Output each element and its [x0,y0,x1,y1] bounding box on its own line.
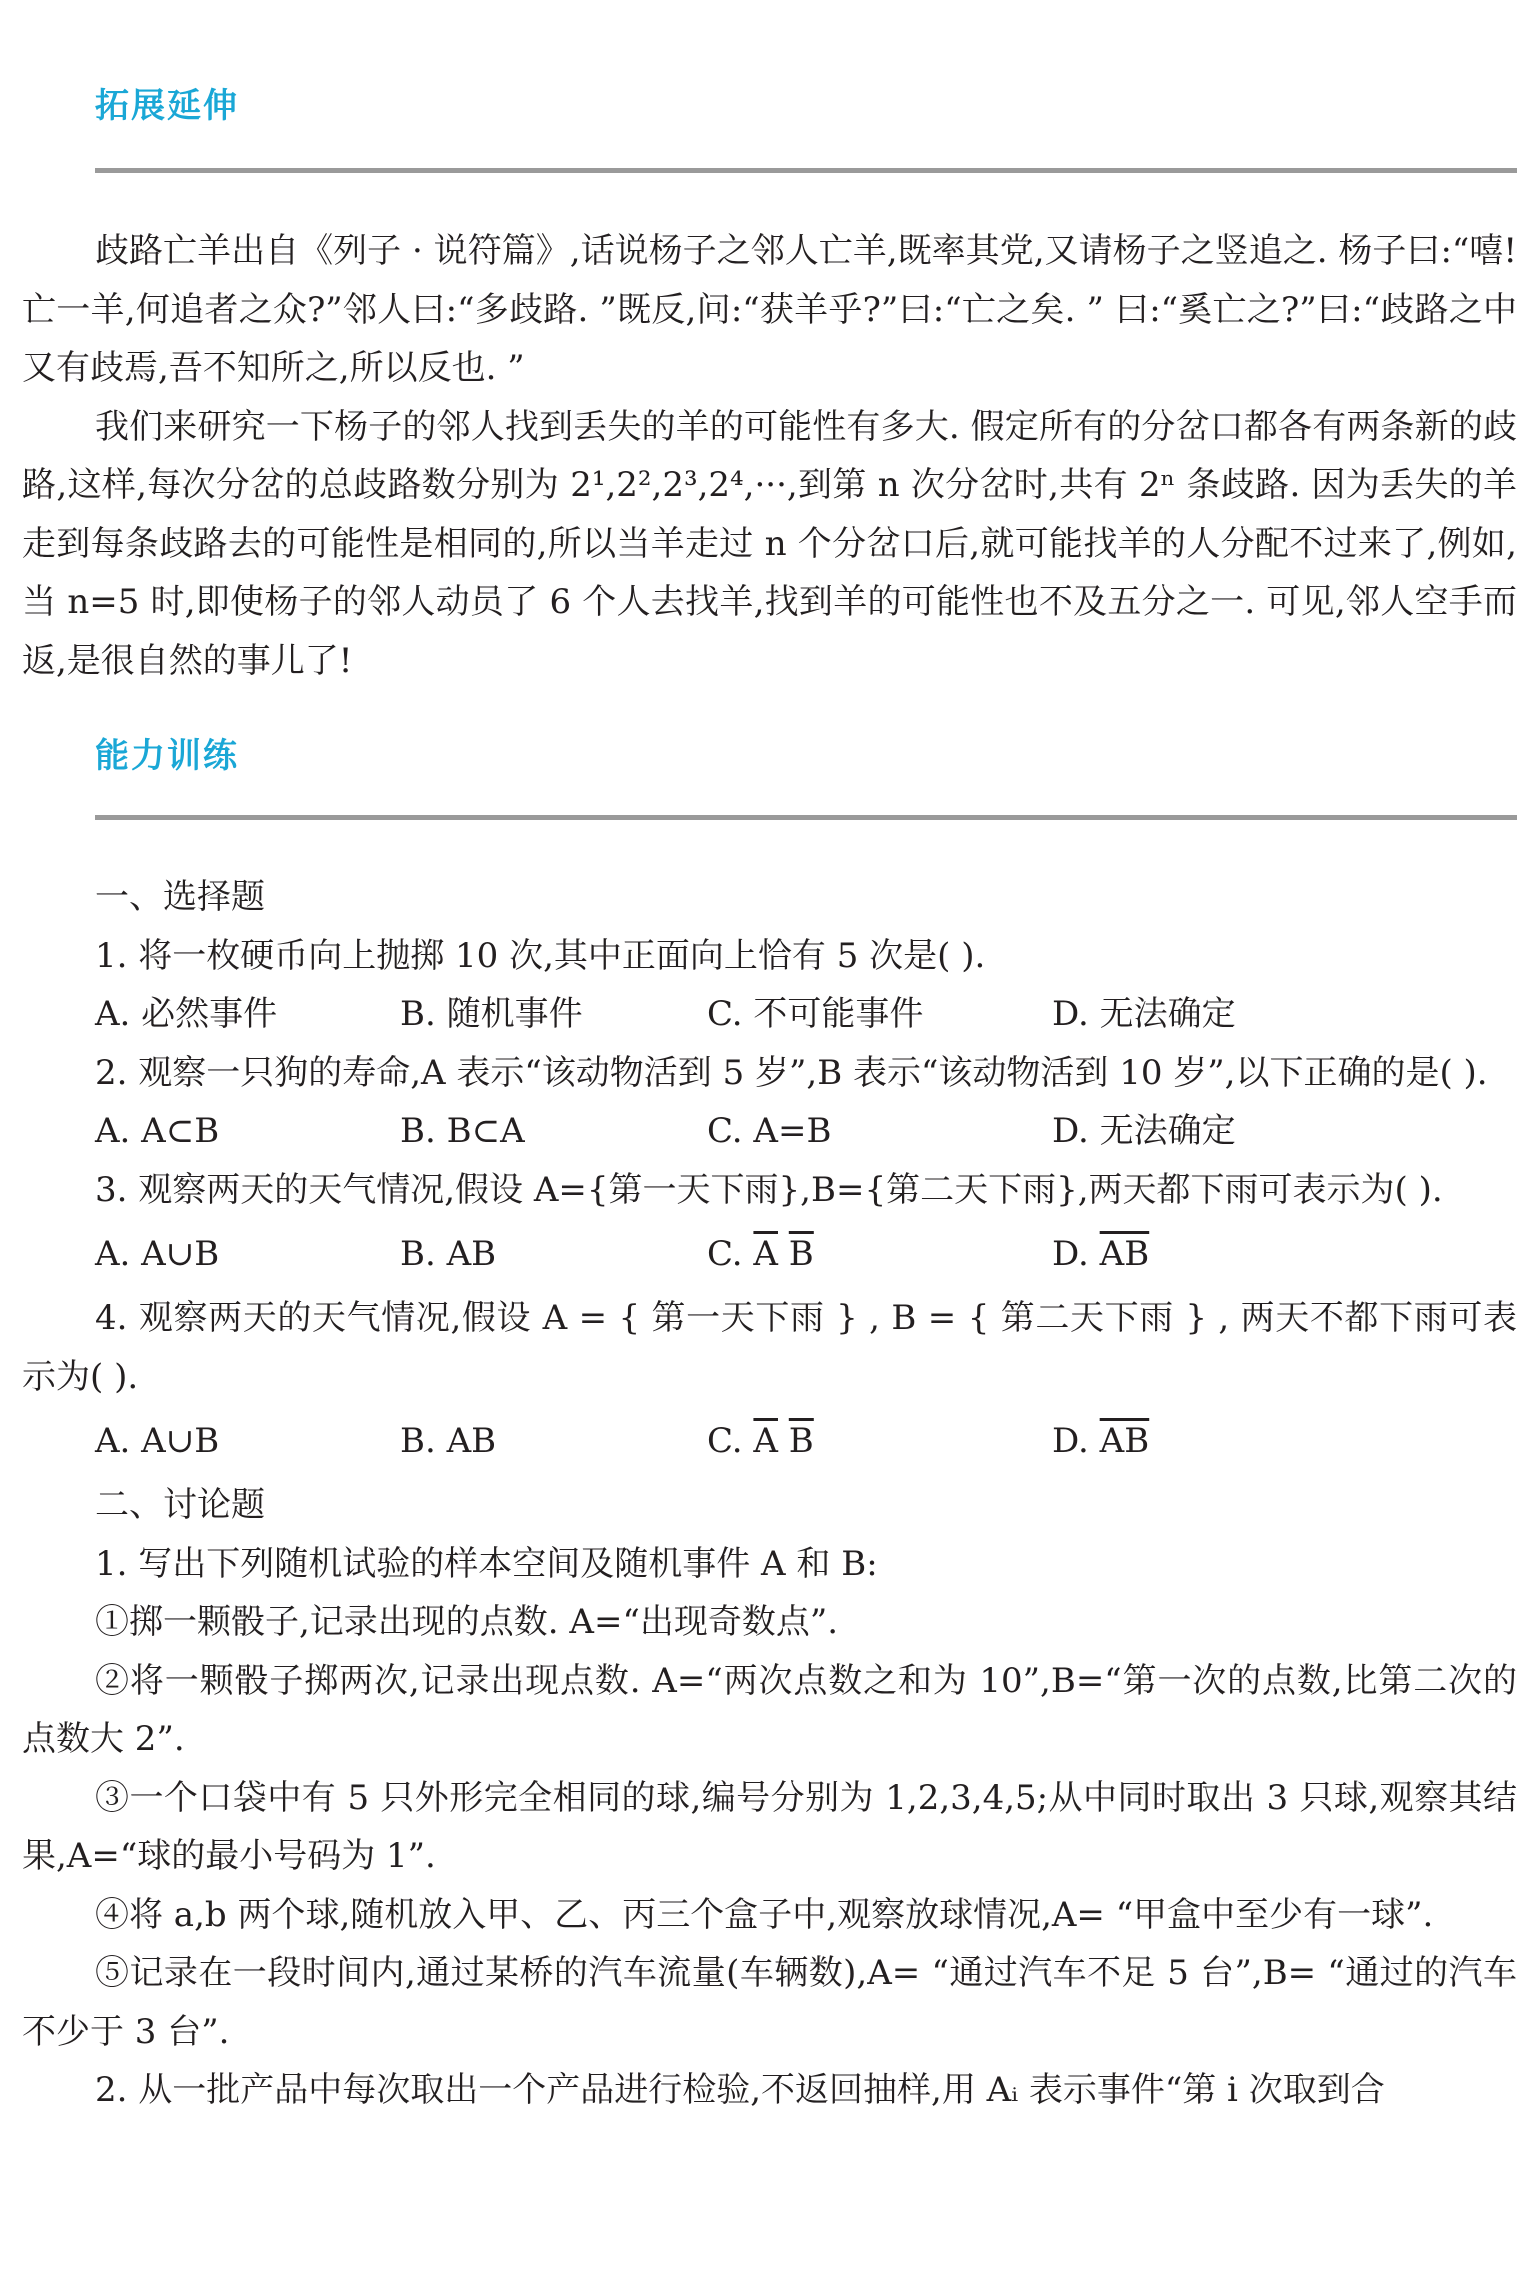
choice-q1-option-d: D. 无法确定 [1052,994,1236,1034]
choice-q4-stem: 4. 观察两天的天气情况,假设 A = { 第一天下雨 } , B = { 第二天下雨 } , 两天不都下雨可表示为( ). [22,1298,1517,1397]
discussion-q1-item-2: ②将一颗骰子掷两次,记录出现点数. A=“两次点数之和为 10”,B=“第一次的点数,比第二次的点数大 2”. [22,1660,1517,1759]
choice-q3-option-d-ab-bar: $\overline{AB}$ [1099,1234,1150,1274]
choice-q2-option-c: C. A=B [707,1111,832,1151]
choice-q4-option-d-ab-bar: $\overline{AB}$ [1099,1421,1150,1461]
choice-q3-option-c-a-bar: $\overline{A}$ [753,1234,778,1274]
discussion-q1-item-1: ①掷一颗骰子,记录出现的点数. A=“出现奇数点”. [95,1602,839,1642]
discussion-heading: 二、讨论题 [95,1485,265,1525]
choice-q1-options [22,985,1517,1044]
choice-q3-option-c [707,1219,814,1289]
story-paragraph: 歧路亡羊出自《列子 · 说符篇》,话说杨子之邻人亡羊,既率其党,又请杨子之竖追之. 杨子曰:“嘻! 亡一羊,何追者之众?”邻人曰:“多歧路. ”既反,问:“获羊乎?”曰:“亡之矣. ” 曰:“奚亡之?”曰:“歧路之中又有歧焉,吾不知所之,所以反也. ” [22,231,1517,388]
choice-q2-options [22,1102,1517,1161]
choice-q3-option-c-prefix: C. [707,1234,754,1274]
choice-q2-option-d: D. 无法确定 [1052,1111,1236,1151]
choice-q1-option-b: B. 随机事件 [400,994,583,1034]
training-title: 能力训练 [95,736,239,776]
choice-q4-option-a: A. A∪B [95,1421,220,1461]
training-divider [95,815,1517,820]
choice-q3-option-d-prefix: D. [1052,1234,1100,1274]
analysis-paragraph: 我们来研究一下杨子的邻人找到丢失的羊的可能性有多大. 假定所有的分岔口都各有两条新的歧路,这样,每次分岔的总歧路数分别为 2¹,2²,2³,2⁴,···,到第 n 次分岔时,共有 2ⁿ 条歧路. 因为丢失的羊走到每条歧路去的可能性是相同的,所以当羊走过 n 个分岔口后,就可能找羊的人分配不过来了,例如,当 n=5 时,即使杨子的邻人动员了 6 个人去找羊,找到羊的可能性也不及五分之一. 可见,邻人空手而返,是很自然的事儿了! [22,406,1517,681]
choice-q3-option-c-b-bar: $\overline{B}$ [788,1234,814,1274]
discussion-q1-stem: 1. 写出下列随机试验的样本空间及随机事件 A 和 B: [95,1543,878,1584]
choice-q2-stem: 2. 观察一只狗的寿命,A 表示“该动物活到 5 岁”,B 表示“该动物活到 10 岁”,以下正确的是( ). [95,1052,1488,1093]
choice-q2-option-a: A. A⊂B [95,1111,220,1151]
choice-q3-stem: 3. 观察两天的天气情况,假设 A={第一天下雨},B={第二天下雨},两天都下雨可表示为( ). [95,1169,1443,1210]
choice-q1-stem: 1. 将一枚硬币向上抛掷 10 次,其中正面向上恰有 5 次是( ). [95,935,986,976]
choice-q1-option-a: A. 必然事件 [95,994,278,1034]
extension-title: 拓展延伸 [95,86,239,126]
choice-q3-option-b: B. AB [400,1234,497,1274]
discussion-q1-item-4: ④将 a,b 两个球,随机放入甲、乙、丙三个盒子中,观察放球情况,A= “甲盒中至少有一球”. [95,1894,1434,1935]
choice-q4-option-d-prefix: D. [1052,1421,1100,1461]
choice-q3-option-a: A. A∪B [95,1234,220,1274]
extension-body [22,222,1517,690]
extension-divider [95,168,1517,173]
choice-q3-options [22,1219,1517,1289]
choice-q1-option-c: C. 不可能事件 [707,994,924,1034]
choice-q4-option-c-a-bar: $\overline{A}$ [753,1421,778,1461]
choice-heading: 一、选择题 [95,877,265,917]
discussion-q2-stem: 2. 从一批产品中每次取出一个产品进行检验,不返回抽样,用 Aᵢ 表示事件“第 i 次取到合 [95,2070,1385,2110]
exercises-body [22,868,1517,2120]
discussion-q1-item-3: ③一个口袋中有 5 只外形完全相同的球,编号分别为 1,2,3,4,5;从中同时取出 3 只球,观察其结果,A=“球的最小号码为 1”. [22,1777,1517,1876]
choice-q4-option-c [707,1406,814,1476]
choice-q2-option-b: B. B⊂A [400,1111,525,1151]
choice-q4-option-d [1052,1406,1149,1476]
choice-q4-options [22,1406,1517,1476]
choice-q4-option-c-b-bar: $\overline{B}$ [788,1421,814,1461]
choice-q4-option-c-prefix: C. [707,1421,754,1461]
choice-q4-option-b: B. AB [400,1421,497,1461]
discussion-q1-item-5: ⑤记录在一段时间内,通过某桥的汽车流量(车辆数),A= “通过汽车不足 5 台”,B= “通过的汽车不少于 3 台”. [22,1953,1517,2052]
choice-q3-option-d [1052,1219,1149,1289]
